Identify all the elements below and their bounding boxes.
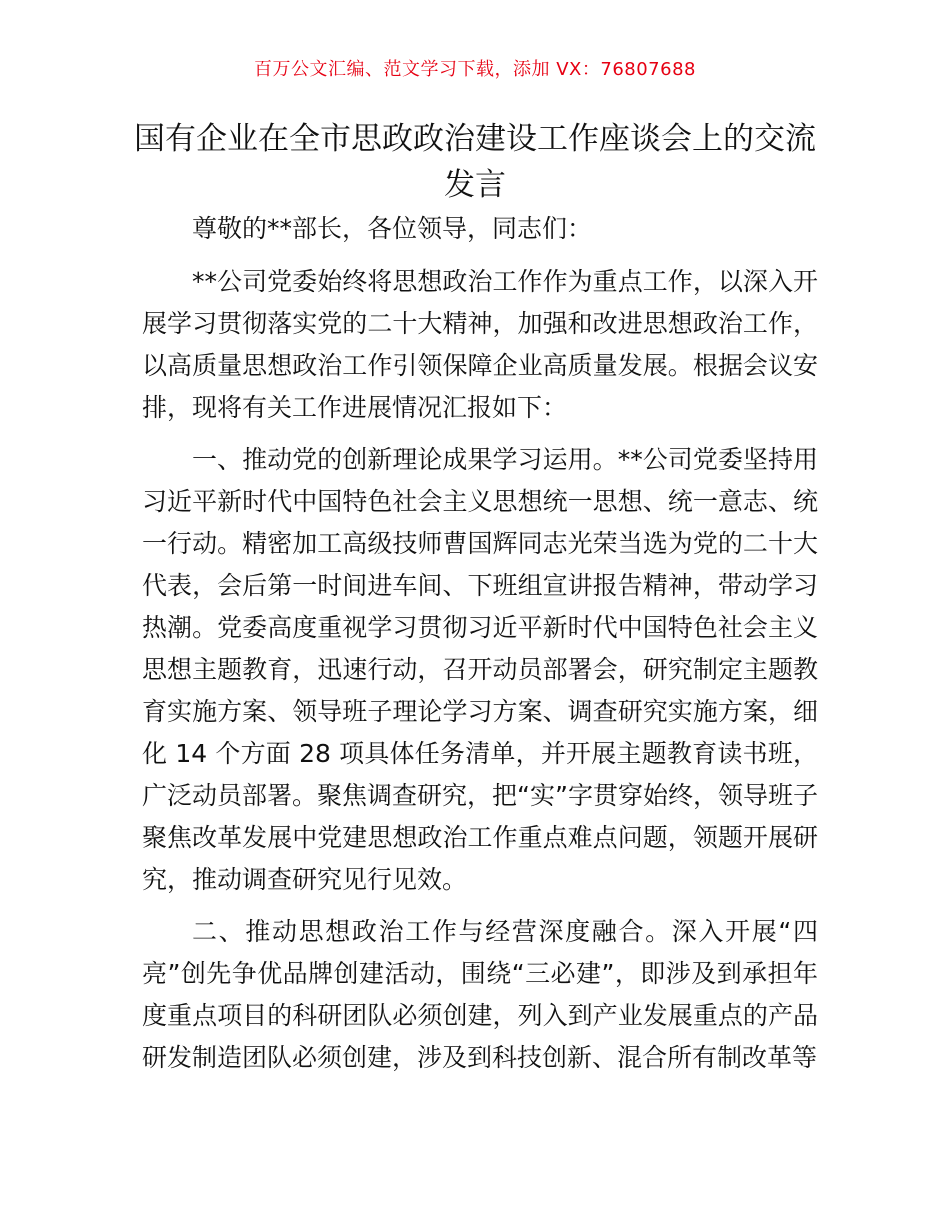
document-title: 国有企业在全市思政政治建设工作座谈会上的交流发言 — [134, 121, 816, 203]
paragraph-section-one: 一、推动党的创新理论成果学习运用。**公司党委坚持用习近平新时代中国特色社会主义思想统一思想、统一意志、统一行动。精密加工高级技师曹国辉同志光荣当选为党的二十大代表，会后第一时间进车间、下班组宣讲报告精神，带动学习热潮。党委高度重视学习贯彻习近平新时代中国特色社会主义思想主题教育，迅速行动，召开动员部署会，研究制定主题教育实施方案、领导班子理论学习方案、调查研究实施方案，细化 14 个方面 28 项具体任务清单，并开展主题教育读书班，广泛动员部署。聚焦调查研究，把“实”字贯穿始终，领导班子聚焦改革发展中党建思想政治工作重点难点问题，领题开展研究，推动调查研究见行见效。 — [142, 445, 818, 894]
document-body — [142, 208, 818, 1089]
paragraph-intro: **公司党委始终将思想政治工作作为重点工作，以深入开展学习贯彻落实党的二十大精神，加强和改进思想政治工作，以高质量思想政治工作引领保障企业高质量发展。根据会议安排，现将有关工作进展情况汇报如下： — [142, 267, 818, 422]
header-promo-note: 百万公文汇编、范文学习下载，添加 VX：76807688 — [254, 59, 696, 80]
paragraph-section-two: 二、推动思想政治工作与经营深度融合。深入开展“四亮”创先争优品牌创建活动，围绕“三必建”，即涉及到承担年度重点项目的科研团队必须创建，列入到产业发展重点的产品研发制造团队必须创建，涉及到科技创新、混合所有制改革等 — [142, 917, 818, 1072]
salutation: 尊敬的**部长，各位领导，同志们： — [192, 214, 593, 243]
